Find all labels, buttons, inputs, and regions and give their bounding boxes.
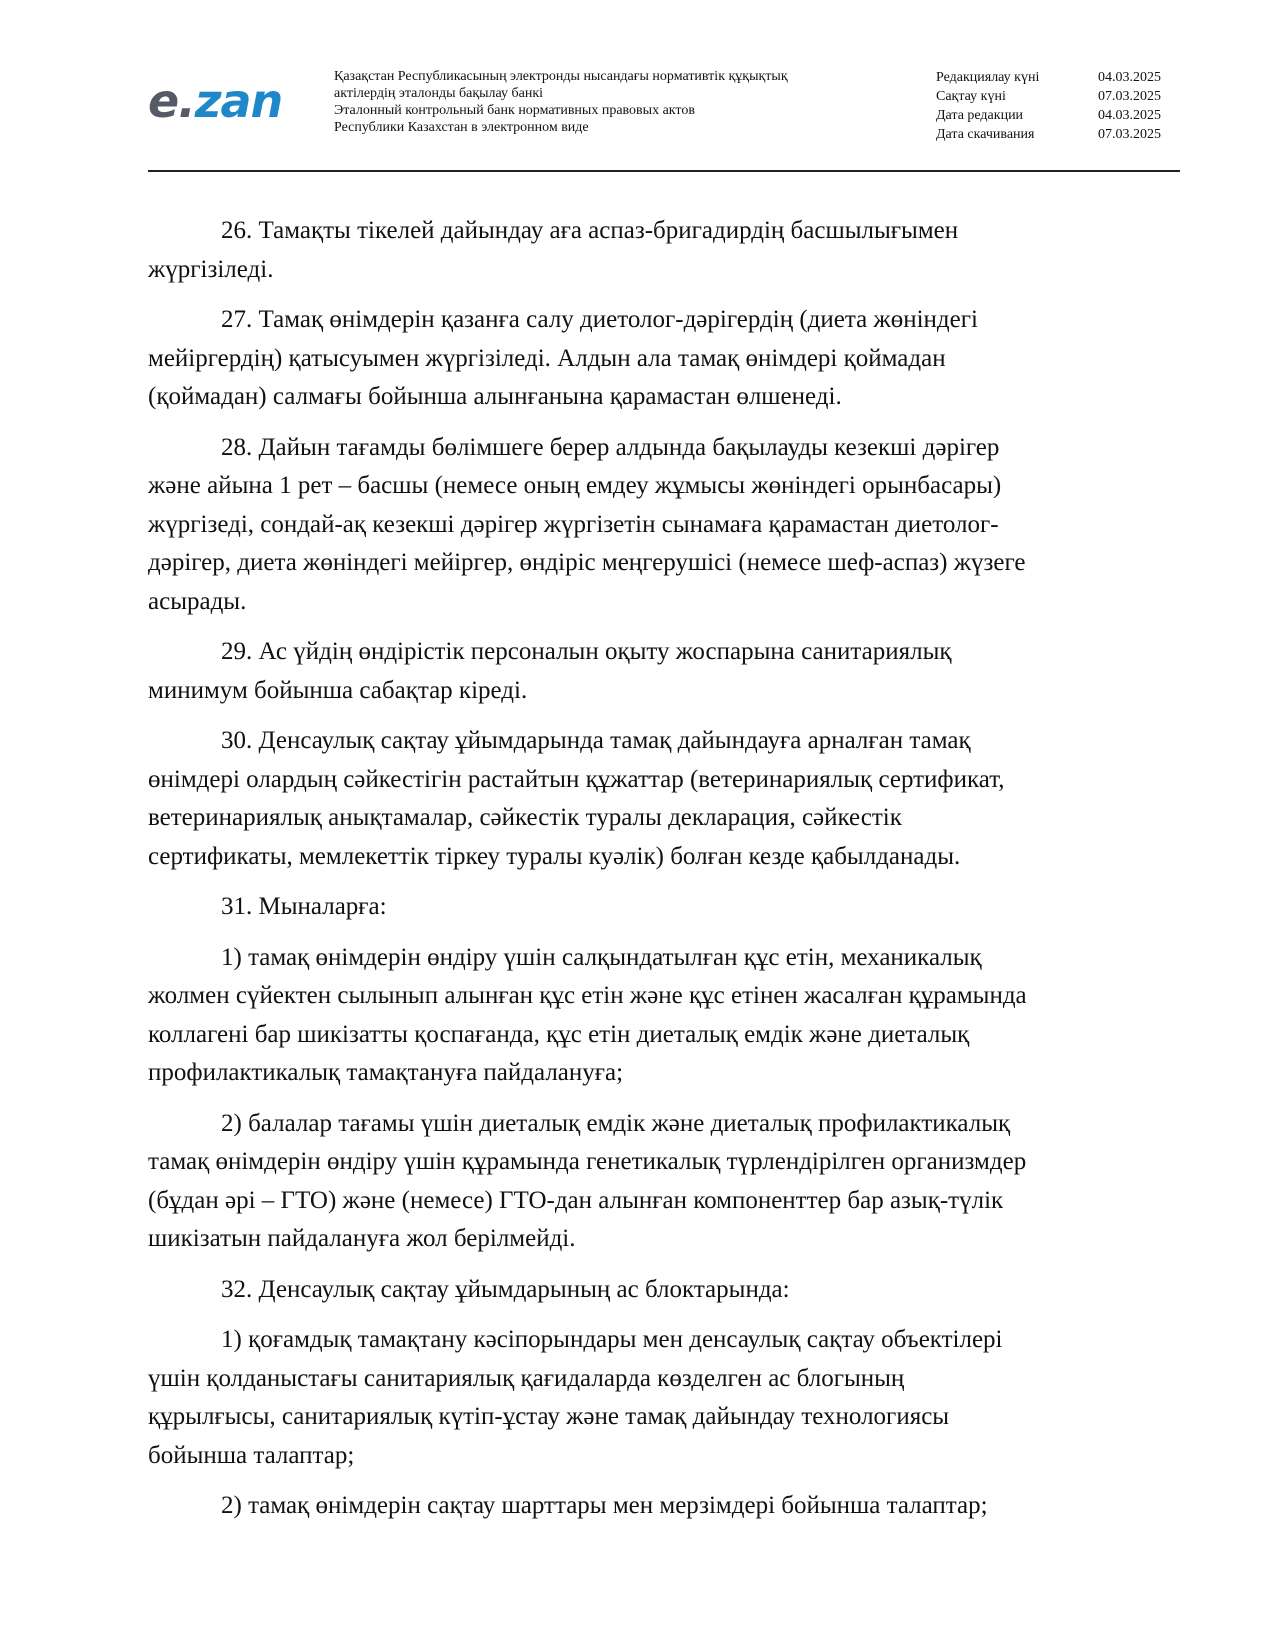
- paragraph-32: 32. Денсаулық сақтау ұйымдарының ас блоктарында:: [221, 1275, 790, 1303]
- meta-row-save-date-kz: [936, 87, 1178, 106]
- meta-row-edit-date-kz: [936, 68, 1178, 87]
- paragraph-31-item-2: 2) балалар тағамы үшін диеталық емдік және диеталық профилактикалық тамақ өнімдерін өндіру үшін құрамында генетикалық түрлендірілген организмдер (бұдан әрі – ГТО) және (немесе) ГТО-дан алынған компоненттер бар азық-түлік шикізатын пайдалануға жол берілмейді.: [148, 1109, 1027, 1252]
- header-org-line: Эталонный контрольный банк нормативных правовых актов: [334, 103, 695, 118]
- meta-value: 07.03.2025: [1098, 89, 1161, 104]
- meta-value: 04.03.2025: [1098, 108, 1161, 123]
- paragraph-32-item-1: 1) қоғамдық тамақтану кәсіпорындары мен денсаулық сақтау объектілері үшін қолданыстағы санитариялық қағидаларда көзделген ас блогының құрылғысы, санитариялық күтіп-ұстау және тамақ дайындау технологиясы бойынша талаптар;: [148, 1326, 1003, 1469]
- meta-label: Дата скачивания: [936, 127, 1035, 142]
- document-header: [148, 64, 1178, 168]
- meta-label: Редакциялау күні: [936, 70, 1040, 85]
- meta-row-download-date-ru: [936, 125, 1178, 144]
- meta-value: 07.03.2025: [1098, 127, 1161, 142]
- header-org-line: Республики Казахстан в электронном виде: [334, 120, 589, 135]
- meta-value: 04.03.2025: [1098, 70, 1161, 85]
- header-organization-text: [334, 68, 894, 136]
- paragraph-31-item-1: 1) тамақ өнімдерін өндіру үшін салқындатылған құс етін, механикалық жолмен сүйектен сылынып алынған құс етін және құс етінен жасалған құрамында коллагені бар шикізатты қоспағанда, құс етін диеталық емдік және диеталық профилактикалық тамақтануға пайдалануға;: [148, 943, 1027, 1086]
- header-org-line: актілердің эталонды бақылау банкі: [334, 86, 544, 101]
- meta-label: Сақтау күні: [936, 89, 1006, 104]
- paragraph-31: 31. Мыналарға:: [221, 893, 387, 920]
- paragraph-29: 29. Ас үйдің өндірістік персоналын оқыту жоспарына санитариялық минимум бойынша сабақтар кіреді.: [148, 638, 952, 704]
- paragraph-32-item-2: 2) тамақ өнімдерін сақтау шарттары мен мерзімдері бойынша талаптар;: [221, 1492, 988, 1519]
- meta-row-edit-date-ru: [936, 106, 1178, 125]
- paragraph-27: 27. Тамақ өнімдерін қазанға салу диетолог-дәрігердің (диета жөніндегі мейіргердің) қатысуымен жүргізіледі. Алдын ала тамақ өнімдері қоймадан (қоймадан) салмағы бойынша алынғанына қарамастан өлшенеді.: [148, 306, 978, 410]
- paragraph-30: 30. Денсаулық сақтау ұйымдарында тамақ дайындауға арналған тамақ өнімдері олардың сәйкестігін растайтын құжаттар (ветеринариялық сертификат, ветеринариялық анықтамалар, сәйкестік туралы декларация, сәйкестік сертификаты, мемлекеттік тіркеу туралы куәлік) болған кезде қабылданады.: [148, 727, 1005, 870]
- paragraph-26: 26. Тамақты тікелей дайындау аға аспаз-бригадирдің басшылығымен жүргізіледі.: [148, 217, 959, 283]
- ezan-logo: e.zan: [148, 74, 283, 128]
- meta-label: Дата редакции: [936, 108, 1024, 123]
- header-org-line: Қазақстан Республикасының электронды нысандағы нормативтік құқықтық: [334, 69, 788, 84]
- header-divider: [148, 170, 1180, 172]
- document-body: [148, 212, 1178, 1538]
- header-dates: [936, 68, 1178, 144]
- paragraph-28: 28. Дайын тағамды бөлімшеге берер алдында бақылауды кезекші дәрігер және айына 1 рет – басшы (немесе оның емдеу жұмысы жөніндегі орынбасары) жүргізеді, сондай-ақ кезекші дәрігер жүргізетін сынамаға қарамастан диетолог- дәрігер, диета жөніндегі мейіргер, өндіріс меңгерушісі (немесе шеф-аспаз) жүзеге асырады.: [148, 433, 1026, 615]
